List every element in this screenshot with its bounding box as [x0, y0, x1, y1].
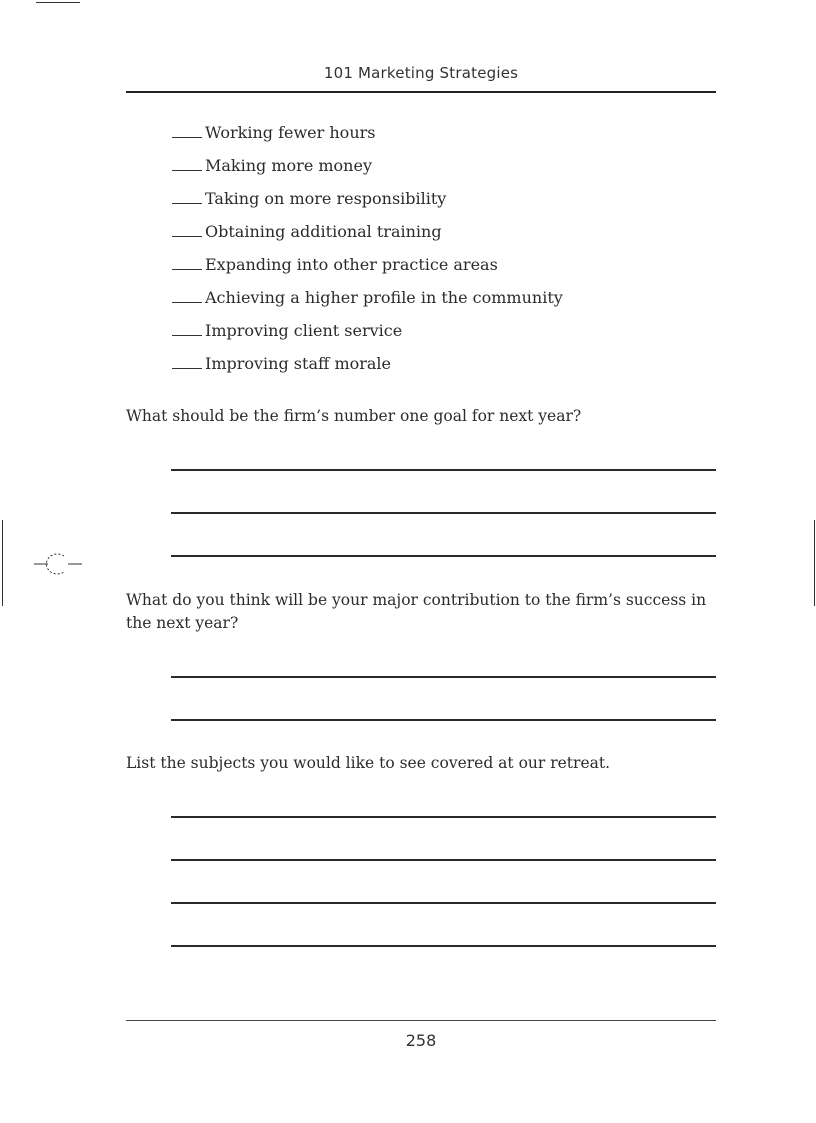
checklist-item-label: Improving staff morale — [205, 354, 392, 373]
checklist-item-label: Achieving a higher profile in the community — [205, 288, 563, 307]
checkbox-blank[interactable] — [172, 319, 202, 336]
question-retreat-subjects: List the subjects you would like to see covered at our retreat. — [126, 754, 611, 772]
answer-line[interactable] — [171, 719, 716, 721]
checklist-item-label: Expanding into other practice areas — [205, 255, 498, 274]
checklist-item — [172, 318, 563, 351]
answer-line[interactable] — [171, 945, 716, 947]
checkbox-blank[interactable] — [172, 187, 202, 204]
answer-line[interactable] — [171, 512, 716, 514]
answer-line[interactable] — [171, 902, 716, 904]
page-number: 258 — [405, 1031, 437, 1050]
checklist — [172, 120, 563, 384]
checklist-item-label: Obtaining additional training — [205, 222, 442, 241]
answer-line[interactable] — [171, 555, 716, 557]
checklist-item — [172, 186, 563, 219]
running-head: 101 Marketing Strategies — [323, 64, 519, 82]
checklist-item — [172, 351, 563, 384]
checkbox-blank[interactable] — [172, 121, 202, 138]
checklist-item — [172, 252, 563, 285]
checklist-item — [172, 285, 563, 318]
answer-line[interactable] — [171, 469, 716, 471]
checklist-item-label: Working fewer hours — [205, 123, 376, 142]
question-major-contribution: What do you think will be your major contribution to the firm’s success in the next year? — [126, 591, 707, 632]
footer-rule — [126, 1020, 716, 1021]
header-rule — [126, 91, 716, 93]
crop-mark-top-left — [36, 2, 80, 3]
checklist-item-label: Improving client service — [205, 321, 403, 340]
registration-mark-icon — [34, 550, 82, 578]
checkbox-blank[interactable] — [172, 286, 202, 303]
checkbox-blank[interactable] — [172, 253, 202, 270]
answer-line[interactable] — [171, 816, 716, 818]
question-firm-goal: What should be the firm’s number one goal for next year? — [126, 407, 582, 425]
answer-line[interactable] — [171, 859, 716, 861]
checkbox-blank[interactable] — [172, 220, 202, 237]
checklist-item-label: Making more money — [205, 156, 372, 175]
checkbox-blank[interactable] — [172, 154, 202, 171]
crop-mark-right — [814, 520, 815, 606]
checklist-item — [172, 120, 563, 153]
checkbox-blank[interactable] — [172, 352, 202, 369]
checklist-item — [172, 153, 563, 186]
answer-line[interactable] — [171, 676, 716, 678]
checklist-item — [172, 219, 563, 252]
checklist-item-label: Taking on more responsibility — [205, 189, 447, 208]
crop-mark-left — [2, 520, 3, 606]
